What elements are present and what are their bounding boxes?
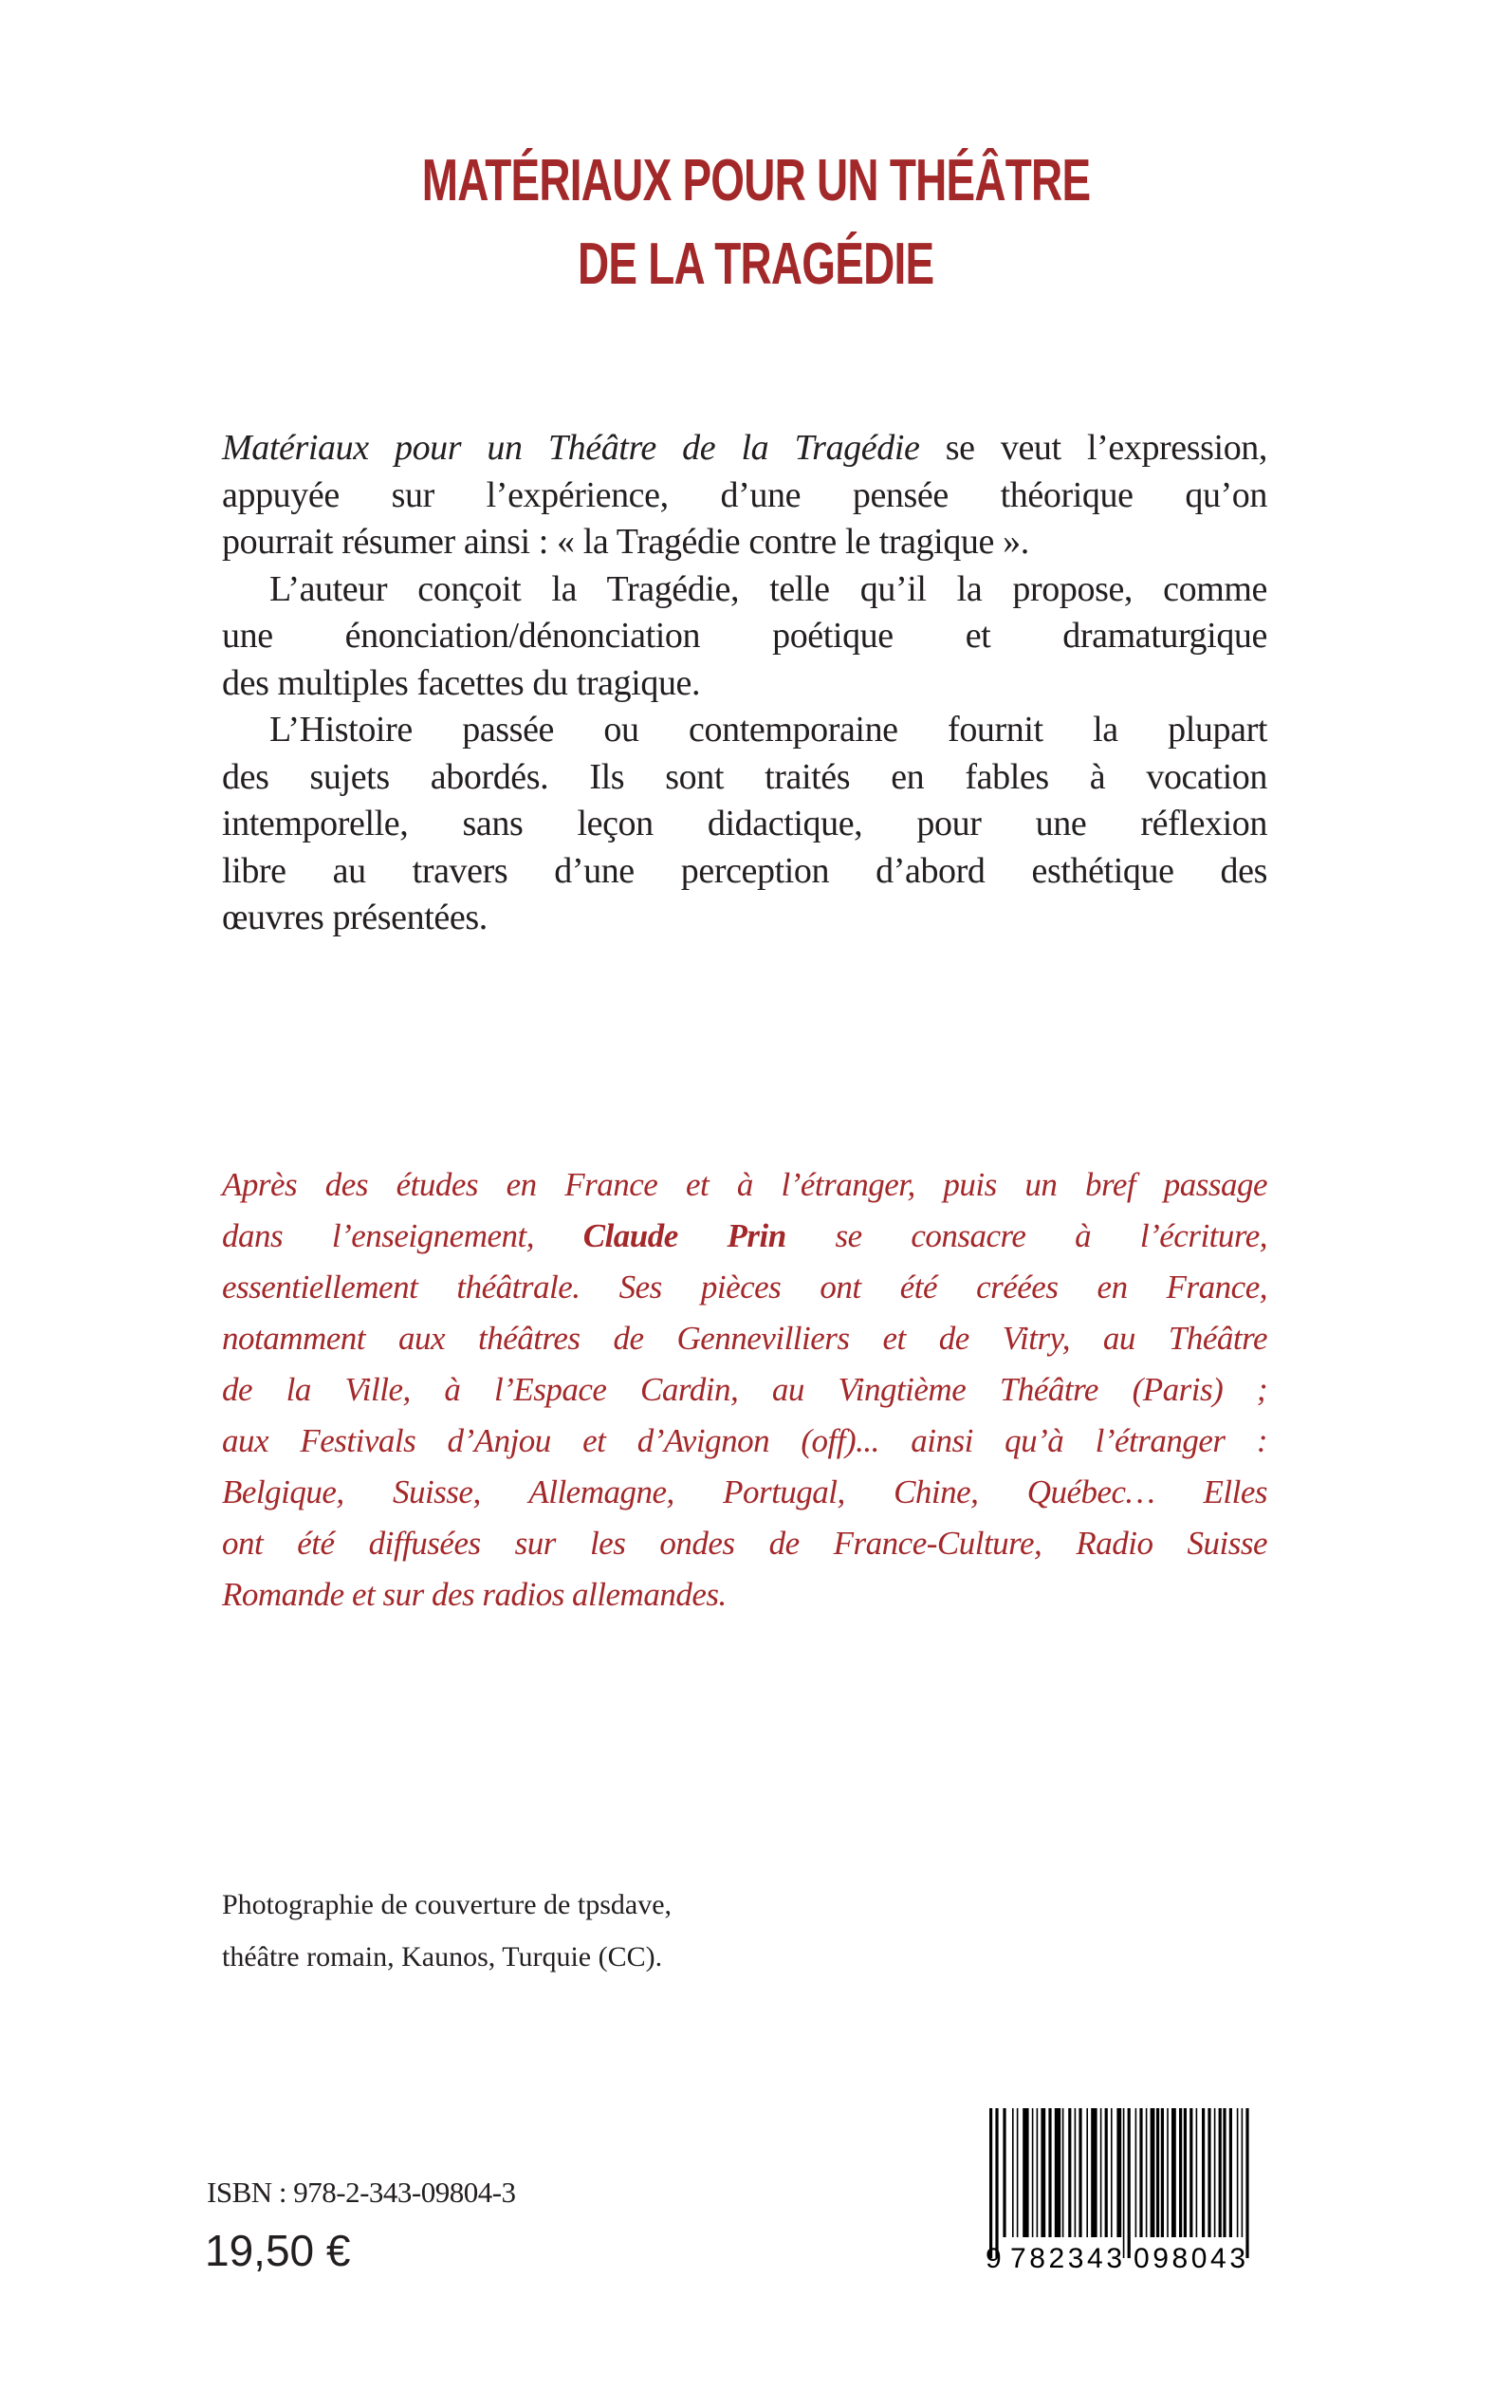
bio-line: ont été diffusées sur les ondes de France-Culture, Radio Suisse: [222, 1525, 1267, 1562]
book-title-line-2: DE LA TRAGÉDIE: [578, 232, 934, 297]
description-line: L’auteur conçoit la Tragédie, telle qu’il la propose, comme: [269, 568, 1267, 609]
barcode-bar: [1055, 2108, 1060, 2237]
description-line: une énonciation/dénonciation poétique et dramaturgique: [222, 616, 1267, 656]
photo-credit: [222, 1879, 672, 1983]
barcode-bar: [1242, 2108, 1244, 2237]
barcode-bar: [1023, 2108, 1028, 2237]
description-line: L’Histoire passée ou contemporaine fournit la plupart: [269, 710, 1267, 750]
barcode-bar: [1202, 2108, 1205, 2237]
barcode-bar: [1091, 2108, 1097, 2237]
barcode-bar: [1151, 2108, 1155, 2237]
bio-line: aux Festivals d’Anjou et d’Avignon (off)... ainsi qu’à l’étranger :: [222, 1422, 1267, 1459]
barcode-bar: [1245, 2108, 1248, 2258]
barcode-bar: [1032, 2108, 1034, 2237]
barcode-bar: [1237, 2108, 1239, 2237]
description-line: libre au travers d’une perception d’abord esthétique des: [222, 850, 1267, 891]
barcode-bar: [1086, 2108, 1088, 2237]
description-line: des multiples facettes du tragique.: [222, 662, 701, 703]
barcode-bar: [1167, 2108, 1169, 2237]
bio-line: de la Ville, à l’Espace Cardin, au Vingtième Théâtre (Paris) ;: [222, 1371, 1267, 1408]
barcode-group-2: 098043: [1134, 2243, 1245, 2271]
price: 19,50 €: [205, 2226, 351, 2275]
barcode-bar: [1184, 2108, 1187, 2237]
barcode-bar: [1219, 2108, 1222, 2237]
barcode-bar: [1116, 2108, 1121, 2237]
barcode-bar: [1196, 2108, 1198, 2237]
book-title-line-1: MATÉRIAUX POUR UN THÉÂTRE: [421, 148, 1091, 213]
barcode-bar: [1041, 2108, 1045, 2237]
barcode-bar: [1079, 2108, 1081, 2237]
bio-line: Après des études en France et à l’étranger, puis un bref passage: [222, 1166, 1267, 1203]
barcode-group-1: 782343: [1010, 2243, 1122, 2271]
barcode-first-digit: 9: [986, 2243, 1002, 2271]
barcode-bar: [1017, 2108, 1019, 2237]
barcode-bar: [1223, 2108, 1226, 2237]
barcode-bar: [1003, 2108, 1005, 2237]
barcode-bar: [1012, 2108, 1014, 2237]
bio-line: dans l’enseignement, Claude Prin se consacre à l’écriture,: [222, 1217, 1267, 1254]
barcode-bar: [1128, 2108, 1131, 2258]
barcode-bar: [1229, 2108, 1232, 2237]
barcode-bar: [989, 2108, 992, 2258]
barcode-bar: [1208, 2108, 1210, 2237]
barcode-bar: [1105, 2108, 1108, 2237]
bio-line: Romande et sur des radios allemandes.: [222, 1576, 727, 1613]
description-line: œuvres présentées.: [222, 898, 488, 937]
bio-line: Belgique, Suisse, Allemagne, Portugal, Chine, Québec… Elles: [222, 1473, 1267, 1510]
credit-line: Photographie de couverture de tpsdave,: [222, 1889, 673, 1920]
description-line: appuyée sur l’expérience, d’une pensée théorique qu’on: [222, 474, 1267, 515]
barcode-bars: [989, 2108, 1249, 2258]
barcode-bar: [1139, 2108, 1142, 2237]
barcode-bar: [1171, 2108, 1176, 2237]
barcode-bar: [1214, 2108, 1216, 2237]
author-name: Claude Prin: [582, 1217, 786, 1254]
barcode-bar: [1161, 2108, 1164, 2237]
barcode-bar: [1037, 2108, 1039, 2237]
barcode-bar: [1156, 2108, 1159, 2237]
barcode-bar: [995, 2108, 998, 2258]
bio-line: essentiellement théâtrale. Ses pièces ont été créées en France,: [222, 1269, 1267, 1306]
barcode-bar: [1123, 2108, 1125, 2258]
description-line: des sujets abordés. Ils sont traités en fables à vocation: [222, 756, 1267, 797]
barcode-bar: [1062, 2108, 1064, 2237]
barcode-bar: [1075, 2108, 1077, 2237]
credit-line: théâtre romain, Kaunos, Turquie (CC).: [222, 1941, 663, 1973]
author-bio: [222, 1159, 1267, 1621]
book-description: [222, 425, 1267, 942]
barcode-bar: [1068, 2108, 1071, 2237]
barcode: [980, 2108, 1269, 2271]
barcode-bar: [1100, 2108, 1102, 2237]
barcode-bar: [1146, 2108, 1148, 2237]
barcode-bar: [1179, 2108, 1182, 2237]
barcode-bar: [1048, 2108, 1051, 2237]
barcode-bar: [1135, 2108, 1137, 2237]
barcode-bar: [1189, 2108, 1192, 2237]
description-line: pourrait résumer ainsi : « la Tragédie contre le tragique ».: [222, 522, 1029, 562]
description-line: intemporelle, sans leçon didactique, pour une réflexion: [222, 804, 1267, 843]
barcode-bar: [1111, 2108, 1113, 2237]
isbn: ISBN : 978-2-343-09804-3: [207, 2176, 516, 2209]
bio-line: notamment aux théâtres de Gennevilliers et de Vitry, au Théâtre: [222, 1320, 1267, 1357]
description-line: Matériaux pour un Théâtre de la Tragédie se veut l’expression,: [222, 428, 1268, 468]
